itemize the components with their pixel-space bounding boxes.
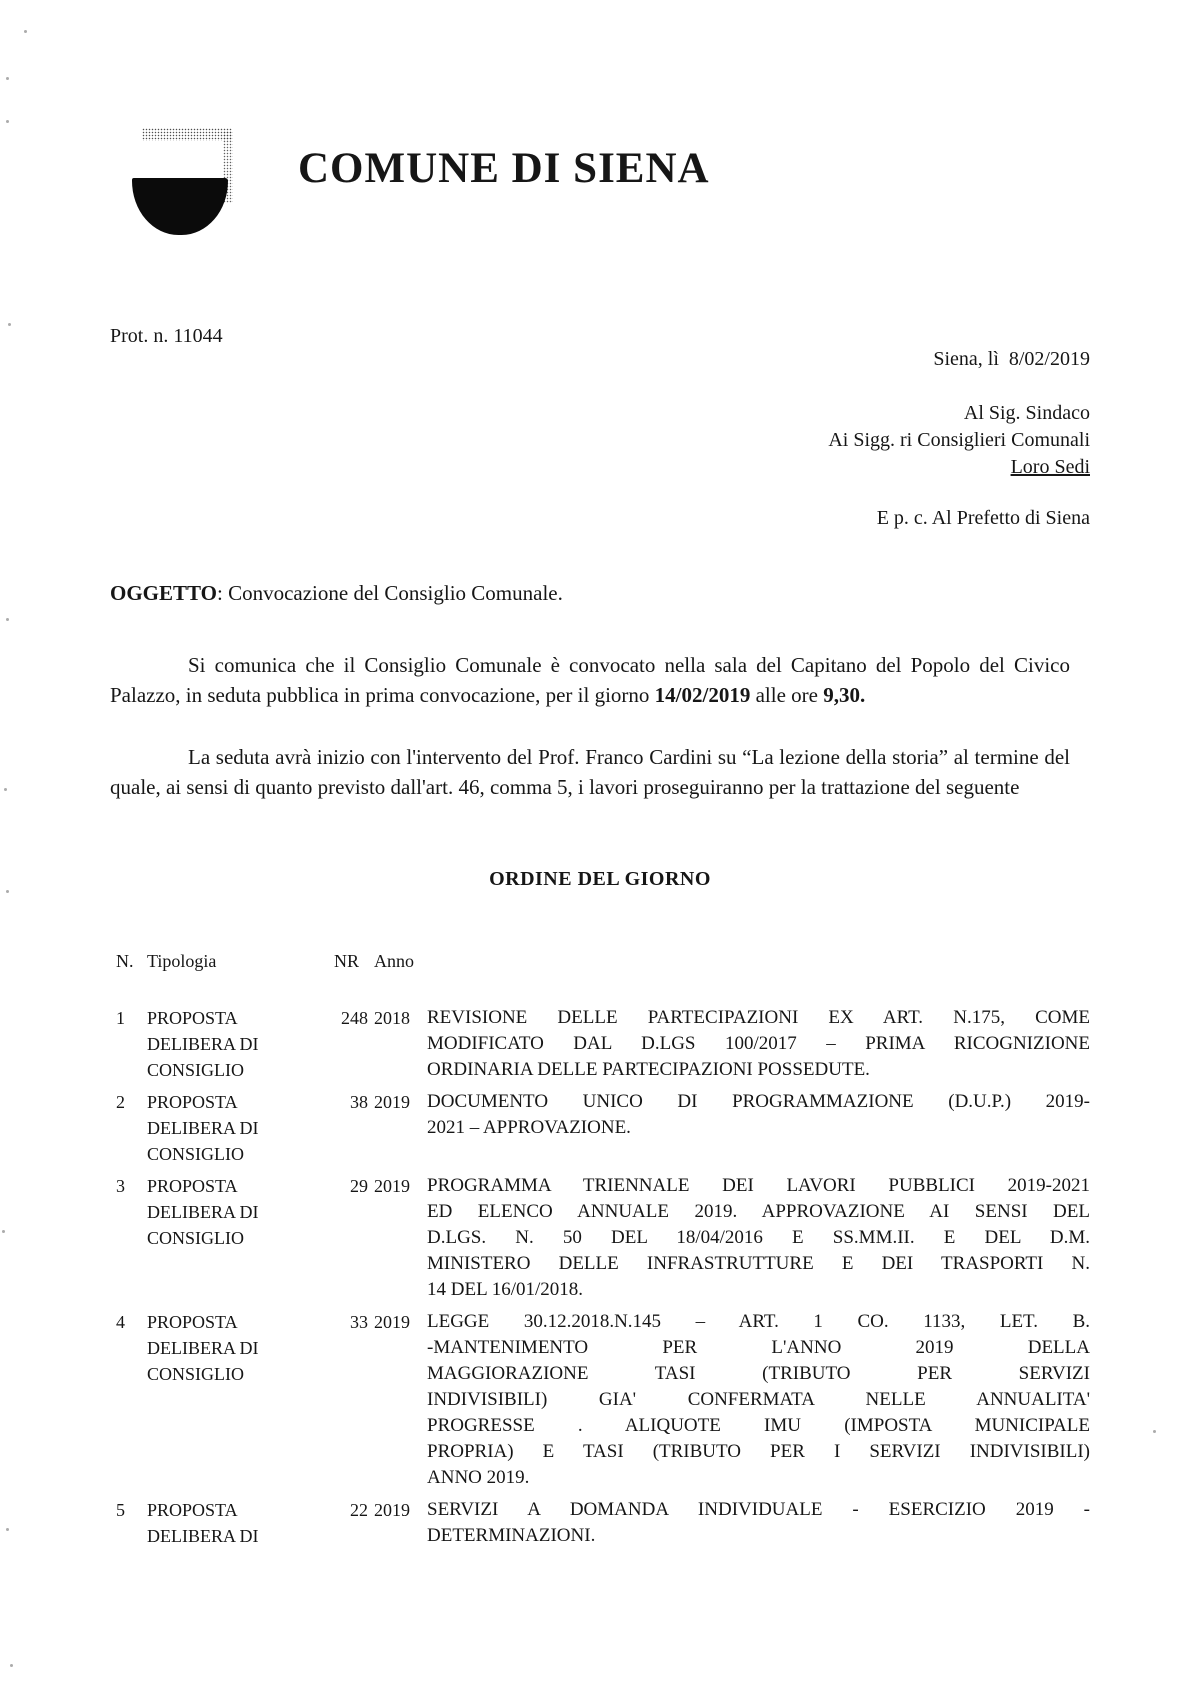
agenda-item-tipologia <box>147 1089 332 1167</box>
agenda-item-description-line: REVISIONE DELLE PARTECIPAZIONI EX ART. N.175, COME <box>427 1007 1090 1028</box>
column-header-anno: Anno <box>374 951 414 971</box>
agenda-item-nr: 22 <box>350 1500 368 1520</box>
agenda-item-description-line: PROGRAMMA TRIENNALE DEI LAVORI PUBBLICI 2019-2021 <box>427 1175 1090 1196</box>
scan-artifact-dot <box>6 120 9 123</box>
recipient-line: Ai Sigg. ri Consiglieri Comunali <box>828 429 1090 451</box>
scan-artifact-dot <box>4 788 7 791</box>
column-header-tipologia: Tipologia <box>147 951 217 971</box>
agenda-item-description-line: DETERMINAZIONI. <box>427 1525 596 1546</box>
scan-artifact-dot <box>6 1528 9 1531</box>
agenda-item-number: 5 <box>116 1500 125 1520</box>
siena-coat-of-arms-icon <box>132 128 233 235</box>
agenda-item-nr: 29 <box>350 1176 368 1196</box>
agenda-item-number: 2 <box>116 1092 125 1112</box>
scan-artifact-dot <box>2 1230 5 1233</box>
agenda-item-tipologia <box>147 1005 332 1083</box>
agenda-item-description-line: 14 DEL 16/01/2018. <box>427 1279 584 1300</box>
agenda-item-description-line: ANNO 2019. <box>427 1467 530 1488</box>
agenda-item-description <box>420 1089 1090 1167</box>
agenda-item-nr: 38 <box>350 1092 368 1112</box>
scan-artifact-dot <box>6 890 9 893</box>
recipient-line: Al Sig. Sindaco <box>963 402 1090 424</box>
agenda-row <box>110 1309 1090 1491</box>
body-text-bold-segment: 9,30. <box>823 683 866 707</box>
agenda-item-tipologia <box>147 1497 332 1549</box>
recipient-line-loro-sedi: Loro Sedi <box>1010 456 1090 478</box>
agenda-item-anno: 2019 <box>374 1500 410 1520</box>
agenda-item-tipologia-text: PROPOSTA DELIBERA DI CONSIGLIO <box>147 1312 259 1384</box>
place-and-date: Siena, lì 8/02/2019 <box>933 348 1090 370</box>
agenda-row <box>110 1005 1090 1083</box>
agenda-item-description-line: -MANTENIMENTO PER L'ANNO 2019 DELLA <box>427 1337 1090 1358</box>
agenda-item-number: 1 <box>116 1008 125 1028</box>
agenda-item-number: 4 <box>116 1312 125 1332</box>
agenda-item-description-line: MINISTERO DELLE INFRASTRUTTURE E DEI TRASPORTI N. <box>427 1253 1090 1274</box>
agenda-item-description-line: PROGRESSE . ALIQUOTE IMU (IMPOSTA MUNICIPALE <box>427 1415 1090 1436</box>
agenda-row <box>110 1089 1090 1167</box>
agenda-item-description-line: SERVIZI A DOMANDA INDIVIDUALE - ESERCIZIO 2019 - <box>427 1499 1090 1520</box>
body-text-segment: alle ore <box>750 683 824 707</box>
agenda-item-nr: 248 <box>341 1008 368 1028</box>
organization-title: COMUNE DI SIENA <box>298 145 710 192</box>
agenda-item-anno: 2019 <box>374 1092 410 1112</box>
body-text-bold-segment: 14/02/2019 <box>654 683 751 707</box>
agenda-item-tipologia <box>147 1173 332 1303</box>
agenda-item-tipologia-text: PROPOSTA DELIBERA DI CONSIGLIO <box>147 1008 259 1080</box>
recipients-block <box>828 400 1090 481</box>
agenda-row <box>110 1173 1090 1303</box>
agenda-item-description-line: 2021 – APPROVAZIONE. <box>427 1117 631 1138</box>
subject-line <box>110 581 563 606</box>
agenda-item-anno: 2018 <box>374 1008 410 1028</box>
agenda-item-description <box>420 1005 1090 1083</box>
agenda-item-description <box>420 1497 1090 1549</box>
agenda-item-description-line: PROPRIA) E TASI (TRIBUTO PER I SERVIZI INDIVISIBILI) <box>427 1441 1090 1462</box>
agenda-item-description-line: DOCUMENTO UNICO DI PROGRAMMAZIONE (D.U.P.) 2019- <box>427 1091 1090 1112</box>
protocol-number: Prot. n. 11044 <box>110 325 223 347</box>
agenda-item-description-line: D.LGS. N. 50 DEL 18/04/2016 E SS.MM.II. E DEL D.M. <box>427 1227 1090 1248</box>
body-text-segment: Si comunica che il Consiglio Comunale è convocato nella sala del Capitano del Popolo del Civico Palazzo, in seduta pubblica in prima convocazione, per il giorno <box>110 653 1070 707</box>
agenda-item-tipologia-text: PROPOSTA DELIBERA DI CONSIGLIO <box>147 1092 259 1164</box>
agenda-item-tipologia <box>147 1309 332 1491</box>
scan-artifact-dot <box>6 77 9 80</box>
carbon-copy-line: E p. c. Al Prefetto di Siena <box>876 507 1090 529</box>
scan-artifact-dot <box>8 323 11 326</box>
body-paragraph-2: La seduta avrà inizio con l'intervento del Prof. Franco Cardini su “La lezione della storia” al termine del quale, ai sensi di quanto previsto dall'art. 46, comma 5, i lavori proseguiranno per la trattazione del seguente <box>110 745 1070 799</box>
agenda-item-nr: 33 <box>350 1312 368 1332</box>
agenda-item-description-line: ORDINARIA DELLE PARTECIPAZIONI POSSEDUTE. <box>427 1059 870 1080</box>
agenda-item-anno: 2019 <box>374 1176 410 1196</box>
scan-artifact-dot <box>1153 1430 1156 1433</box>
agenda-item-anno: 2019 <box>374 1312 410 1332</box>
agenda-table-header <box>110 948 1090 974</box>
agenda-item-number: 3 <box>116 1176 125 1196</box>
agenda-item-description <box>420 1309 1090 1491</box>
shield-top-edge <box>142 128 232 141</box>
subject-label: OGGETTO <box>110 581 217 605</box>
column-header-n: N. <box>116 951 134 971</box>
scan-artifact-dot <box>6 618 9 621</box>
column-header-nr: NR <box>334 951 360 971</box>
body-paragraph-1 <box>110 650 1070 710</box>
agenda-item-tipologia-text: PROPOSTA DELIBERA DI <box>147 1500 259 1546</box>
scan-artifact-dot <box>24 30 27 33</box>
agenda-item-description-line: LEGGE 30.12.2018.N.145 – ART. 1 CO. 1133, LET. B. <box>427 1311 1090 1332</box>
agenda-item-tipologia-text: PROPOSTA DELIBERA DI CONSIGLIO <box>147 1176 259 1248</box>
agenda-rows <box>110 1005 1090 1549</box>
agenda-item-description-line: ED ELENCO ANNUALE 2019. APPROVAZIONE AI SENSI DEL <box>427 1201 1090 1222</box>
agenda-item-description-line: MODIFICATO DAL D.LGS 100/2017 – PRIMA RICOGNIZIONE <box>427 1033 1090 1054</box>
subject-text: : Convocazione del Consiglio Comunale. <box>216 581 563 605</box>
shield-black-half <box>132 178 228 235</box>
agenda-heading: ORDINE DEL GIORNO <box>489 868 711 890</box>
agenda-row <box>110 1497 1090 1549</box>
scan-artifact-dot <box>10 1664 13 1667</box>
agenda-item-description <box>420 1173 1090 1303</box>
agenda-table <box>110 948 1090 1555</box>
agenda-item-description-line: INDIVISIBILI) GIA' CONFERMATA NELLE ANNUALITA' <box>427 1389 1090 1410</box>
agenda-item-description-line: MAGGIORAZIONE TASI (TRIBUTO PER SERVIZI <box>427 1363 1090 1384</box>
